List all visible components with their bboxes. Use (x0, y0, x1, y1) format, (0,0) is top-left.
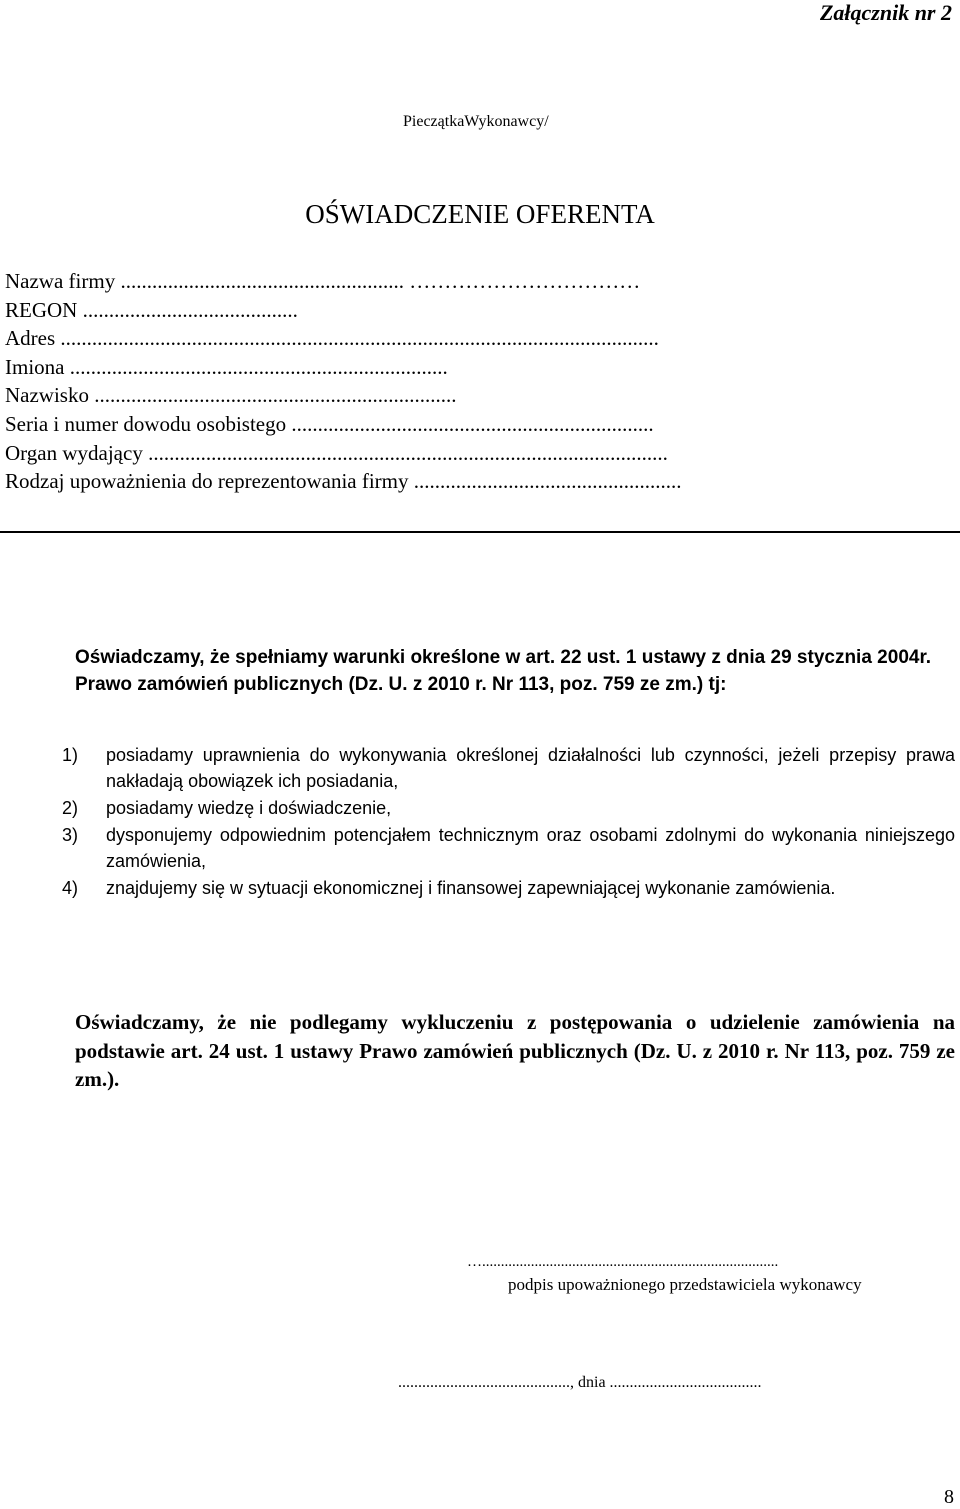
conditions-list (62, 742, 955, 902)
field-surname: Nazwisko ..................................................................... (5, 383, 457, 408)
field-regon: REGON ......................................... (5, 297, 298, 322)
list-item-number: 2) (62, 798, 79, 818)
list-item-text: dysponujemy odpowiednim potencjałem technicznym oraz osobami zdolnymi do wykonania niniejszego zamówienia, (106, 825, 955, 871)
list-item-number: 3) (62, 825, 79, 845)
field-issuing-authority: Organ wydający ................................................................................................... (5, 440, 668, 465)
list-item (62, 795, 955, 821)
contractor-fields (5, 267, 682, 496)
annex-label: Załącznik nr 2 (819, 0, 952, 25)
statement-no-exclusion: Oświadczamy, że nie podlegamy wykluczeniu z postępowania o udzielenie zamówienia na podstawie art. 24 ust. 1 ustawy Prawo zamówień publicznych (Dz. U. z 2010 r. Nr 113, poz. 759 ze zm.). (75, 1010, 955, 1091)
list-item-number: 4) (62, 878, 79, 898)
place-date-line: ..........................................., dnia ...................................... (398, 1374, 762, 1391)
list-item (62, 875, 955, 901)
list-item (62, 822, 955, 874)
section-divider (0, 531, 960, 533)
list-item-number: 1) (62, 745, 79, 765)
field-company-name: Nazwa firmy ...................................................... …………………………… (5, 269, 641, 293)
signature-caption: podpis upoważnionego przedstawiciela wykonawcy (508, 1275, 862, 1294)
signature-line: …............................................................................... (467, 1254, 779, 1270)
list-item-text: posiadamy uprawnienia do wykonywania określonej działalności lub czynności, jeżeli przepisy prawa nakładają obowiązek ich posiadania, (106, 745, 955, 791)
statement-conditions: Oświadczamy, że spełniamy warunki określone w art. 22 ust. 1 ustawy z dnia 29 stycznia 2004r. Prawo zamówień publicznych (Dz. U. z 2010 r. Nr 113, poz. 759 ze zm.) tj: (75, 647, 932, 695)
field-id-number: Seria i numer dowodu osobistego ..................................................................... (5, 411, 654, 436)
document-title: OŚWIADCZENIE OFERENTA (305, 199, 655, 229)
field-first-names: Imiona ........................................................................ (5, 354, 448, 379)
list-item-text: posiadamy wiedzę i doświadczenie, (106, 798, 392, 818)
page-number: 8 (944, 1486, 954, 1508)
list-item (62, 742, 955, 794)
field-authorization-type: Rodzaj upoważnienia do reprezentowania firmy ................................................... (5, 469, 682, 494)
stamp-label: PieczątkaWykonawcy/ (403, 113, 549, 130)
field-address: Adres .................................................................................................................. (5, 326, 659, 351)
list-item-text: znajdujemy się w sytuacji ekonomicznej i finansowej zapewniającej wykonanie zamówienia. (106, 878, 836, 898)
